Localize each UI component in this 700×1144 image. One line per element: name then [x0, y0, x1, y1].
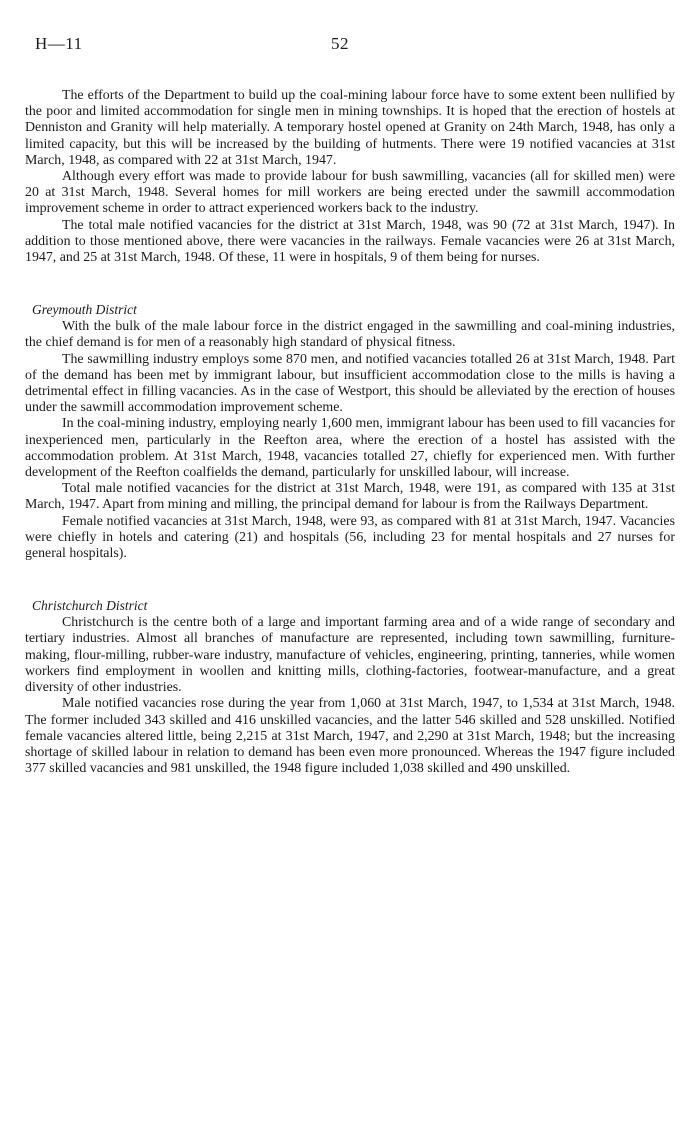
paragraph: The efforts of the Department to build up the coal-mining labour force have to some extent been nullified by the poor and limited accommodation for single men in mining townships. It is hoped that the erection of hostels at Denniston and Granity will help materially. A temporary hostel opened at Granity on 24th March, 1948, has only a limited capacity, but this will be increased by the building of hutments. There were 19 notified vacancies at 31st March, 1948, as compared with 22 at 31st March, 1947. — [25, 88, 675, 168]
page-number: 52 — [331, 34, 349, 53]
paragraph: Female notified vacancies at 31st March, 1948, were 93, as compared with 81 at 31st March, 1947. Vacancies were chiefly in hotels and catering (21) and hospitals (56, including 23 for mental hospitals and 27 nurses for general hospitals). — [25, 513, 675, 562]
paragraph: The sawmilling industry employs some 870 men, and notified vacancies totalled 26 at 31st March, 1948. Part of the demand has been met by immigrant labour, but insufficient accommodation close to the mills is having a detrimental effect in filling vacancies. As in the case of Westport, this should be alleviated by the erection of houses under the sawmill accommodation improvement scheme. — [25, 351, 675, 416]
paragraph: Male notified vacancies rose during the year from 1,060 at 31st March, 1947, to 1,534 at 31st March, 1948. The former included 343 skilled and 416 unskilled vacancies, and the latter 546 skilled and 528 unskilled. Notified female vacancies altered little, being 2,215 at 31st March, 1947, and 2,290 at 31st March, 1948; but the increasing shortage of skilled labour in relation to demand has been even more pronounced. Whereas the 1947 figure included 377 skilled vacancies and 981 unskilled, the 1948 figure included 1,038 skilled and 490 unskilled. — [25, 696, 675, 777]
document-reference: H—11 — [35, 34, 83, 53]
paragraph: Christchurch is the centre both of a large and important farming area and of a wide range of secondary and tertiary industries. Almost all branches of manufacture are represented, including town sawmilling, furniture-making, flour-milling, rubber-ware industry, manufacture of vehicles, engineering, printing, tanneries, while women workers find employment in woollen and knitting mills, clothing-factories, footwear-manufacture, and a great diversity of other industries. — [25, 615, 675, 696]
greymouth-section — [25, 302, 675, 562]
page-header — [25, 34, 675, 60]
paragraph: Although every effort was made to provide labour for bush sawmilling, vacancies (all for skilled men) were 20 at 31st March, 1948. Several homes for mill workers are being erected under the sawmill accommodation improvement scheme in order to attract experienced workers back to the industry. — [25, 169, 675, 217]
intro-section — [25, 88, 675, 266]
paragraph: The total male notified vacancies for the district at 31st March, 1948, was 90 (72 at 31st March, 1947). In addition to those mentioned above, there were vacancies in the railways. Female vacancies were 26 at 31st March, 1947, and 25 at 31st March, 1948. Of these, 11 were in hospitals, 9 of them being for nurses. — [25, 217, 675, 266]
section-heading: Christchurch District — [32, 598, 148, 614]
christchurch-section — [25, 598, 675, 777]
paragraph: Total male notified vacancies for the district at 31st March, 1948, were 191, as compared with 135 at 31st March, 1947. Apart from mining and milling, the principal demand for labour is from the Railways Department. — [25, 481, 675, 513]
paragraph: With the bulk of the male labour force in the district engaged in the sawmilling and coal-mining industries, the chief demand is for men of a reasonably high standard of physical fitness. — [25, 319, 675, 351]
section-heading: Greymouth District — [32, 302, 137, 318]
paragraph: In the coal-mining industry, employing nearly 1,600 men, immigrant labour has been used to fill vacancies for inexperienced men, particularly in the Reefton area, where the erection of a hostel has assisted with the accommodation problem. At 31st March, 1948, vacancies totalled 27, chiefly for experienced men. With further development of the Reefton coalfields the demand, particularly for unskilled labour, will increase. — [25, 416, 675, 481]
